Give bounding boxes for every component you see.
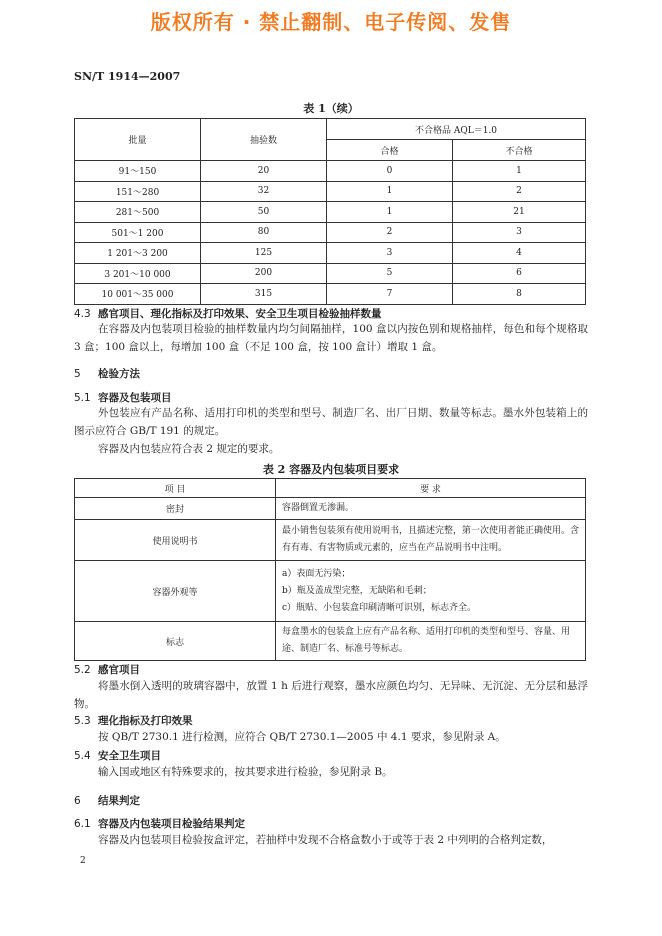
requirement-line: c）瓶贴、小包装盒印刷清晰可识别，标志齐全。 <box>282 602 477 613</box>
section-5-4-title: 5.4 安全卫生项目 <box>74 750 161 762</box>
requirement-line: a）表面无污染； <box>282 568 351 579</box>
sampling-table <box>74 118 586 305</box>
section-6-1-text: 容器及内包装项目检验按盒评定，若抽样中发现不合格盒数小于或等于表 2 中列明的合格判定数， <box>98 834 553 846</box>
packaging-table <box>74 478 586 661</box>
header-accept: 合格 <box>327 140 453 161</box>
table-cell: 3 <box>327 243 453 264</box>
table1-caption: 表 1（续） <box>303 102 359 115</box>
table-row <box>75 284 586 305</box>
section-5-1-text1: 外包装应有产品名称、适用打印机的类型和型号、制造厂名、出厂日期、数量等标志。墨水外包装箱上的图示应符合 GB/T 191 的规定。 <box>74 407 588 437</box>
table-cell: 7 <box>327 284 453 305</box>
table-cell: 200 <box>201 263 327 284</box>
table-row <box>75 263 586 284</box>
requirement-cell <box>276 561 586 622</box>
table-cell: 0 <box>327 161 453 182</box>
item-cell: 使用说明书 <box>75 520 276 561</box>
section-4-3-text: 在容器及内包装项目检验的抽样数量内均匀间隔抽样，100 盒以内按色别和规格抽样，每色和每个规格取 3 盒；100 盒以上，每增加 100 盒（不足 100 盒，按 100 盒计）增取 1 盒。 <box>74 323 588 353</box>
section-6-title: 6 结果判定 <box>74 795 140 807</box>
header-sample: 抽验数 <box>201 119 327 161</box>
section-5-1-title: 5.1 容器及包装项目 <box>74 392 172 404</box>
header-reject: 不合格 <box>453 140 586 161</box>
section-5-title: 5 检验方法 <box>74 368 140 380</box>
section-5-4-text: 输入国或地区有特殊要求的，按其要求进行检验，参见附录 B。 <box>98 766 393 778</box>
table-row <box>75 161 586 182</box>
requirement-cell <box>276 498 586 520</box>
section-5-1-text2: 容器及内包装应符合表 2 规定的要求。 <box>98 443 280 455</box>
section-5-2-text: 将墨水倒入透明的玻璃容器中，放置 1 h 后进行观察，墨水应颜色均匀、无异味、无沉淀、无分层和悬浮物。 <box>74 680 588 710</box>
table-row <box>75 222 586 243</box>
table-cell: 315 <box>201 284 327 305</box>
table-row <box>75 498 586 520</box>
section-6-1-title: 6.1 容器及内包装项目检验结果判定 <box>74 818 245 830</box>
table-cell: 281～500 <box>75 202 201 223</box>
requirement-cell <box>276 622 586 661</box>
item-cell: 密封 <box>75 498 276 520</box>
requirement-line: 最小销售包装须有使用说明书，且描述完整，第一次使用者能正确使用。含有有毒、有害物质或元素的，应当在产品说明书中注明。 <box>282 526 580 553</box>
table-cell: 501～1 200 <box>75 222 201 243</box>
item-cell: 容器外观等 <box>75 561 276 622</box>
table-cell: 1 201～3 200 <box>75 243 201 264</box>
copyright-banner: 版权所有 · 禁止翻制、电子传阅、发售 <box>150 10 512 34</box>
header-item: 项 目 <box>75 479 276 498</box>
table-cell: 20 <box>201 161 327 182</box>
table-cell: 2 <box>327 222 453 243</box>
table-cell: 125 <box>201 243 327 264</box>
header-req: 要 求 <box>276 479 586 498</box>
table-row <box>75 202 586 223</box>
table-cell: 1 <box>453 161 586 182</box>
requirement-line: 每盒墨水的包装盒上应有产品名称、适用打印机的类型和型号、容量、用途、制造厂名、标准号等标志。 <box>282 627 571 654</box>
table-cell: 21 <box>453 202 586 223</box>
table-cell: 50 <box>201 202 327 223</box>
section-5-3-text: 按 QB/T 2730.1 进行检测，应符合 QB/T 2730.1—2005 中 4.1 要求，参见附录 A。 <box>98 731 506 743</box>
table-cell: 80 <box>201 222 327 243</box>
table-cell: 8 <box>453 284 586 305</box>
table-cell: 91～150 <box>75 161 201 182</box>
table-cell: 1 <box>327 202 453 223</box>
table-row <box>75 622 586 661</box>
table-row <box>75 243 586 264</box>
table-cell: 4 <box>453 243 586 264</box>
table-row <box>75 561 586 622</box>
table2-caption: 表 2 容器及内包装项目要求 <box>262 463 400 476</box>
table-cell: 10 001～35 000 <box>75 284 201 305</box>
page-number: 2 <box>80 856 86 866</box>
section-5-3-title: 5.3 理化指标及打印效果 <box>74 715 193 727</box>
section-5-2-title: 5.2 感官项目 <box>74 664 140 676</box>
table-row <box>75 181 586 202</box>
table-cell: 5 <box>327 263 453 284</box>
table-row <box>75 520 586 561</box>
table-cell: 3 <box>453 222 586 243</box>
header-aql: 不合格品 AQL＝1.0 <box>327 119 586 140</box>
requirement-cell <box>276 520 586 561</box>
requirement-line: 容器倒置无渗漏。 <box>282 503 355 513</box>
section-4-3-title: 4.3 感官项目、理化指标及打印效果、安全卫生项目检验抽样数量 <box>74 308 382 320</box>
table-cell: 32 <box>201 181 327 202</box>
table-cell: 1 <box>327 181 453 202</box>
table-cell: 6 <box>453 263 586 284</box>
table-cell: 151～280 <box>75 181 201 202</box>
table-cell: 3 201～10 000 <box>75 263 201 284</box>
header-batch: 批量 <box>75 119 201 161</box>
item-cell: 标志 <box>75 622 276 661</box>
requirement-line: b）瓶及盖成型完整，无缺陷和毛刺； <box>282 585 432 596</box>
standard-code: SN/T 1914—2007 <box>74 70 181 83</box>
table-cell: 2 <box>453 181 586 202</box>
